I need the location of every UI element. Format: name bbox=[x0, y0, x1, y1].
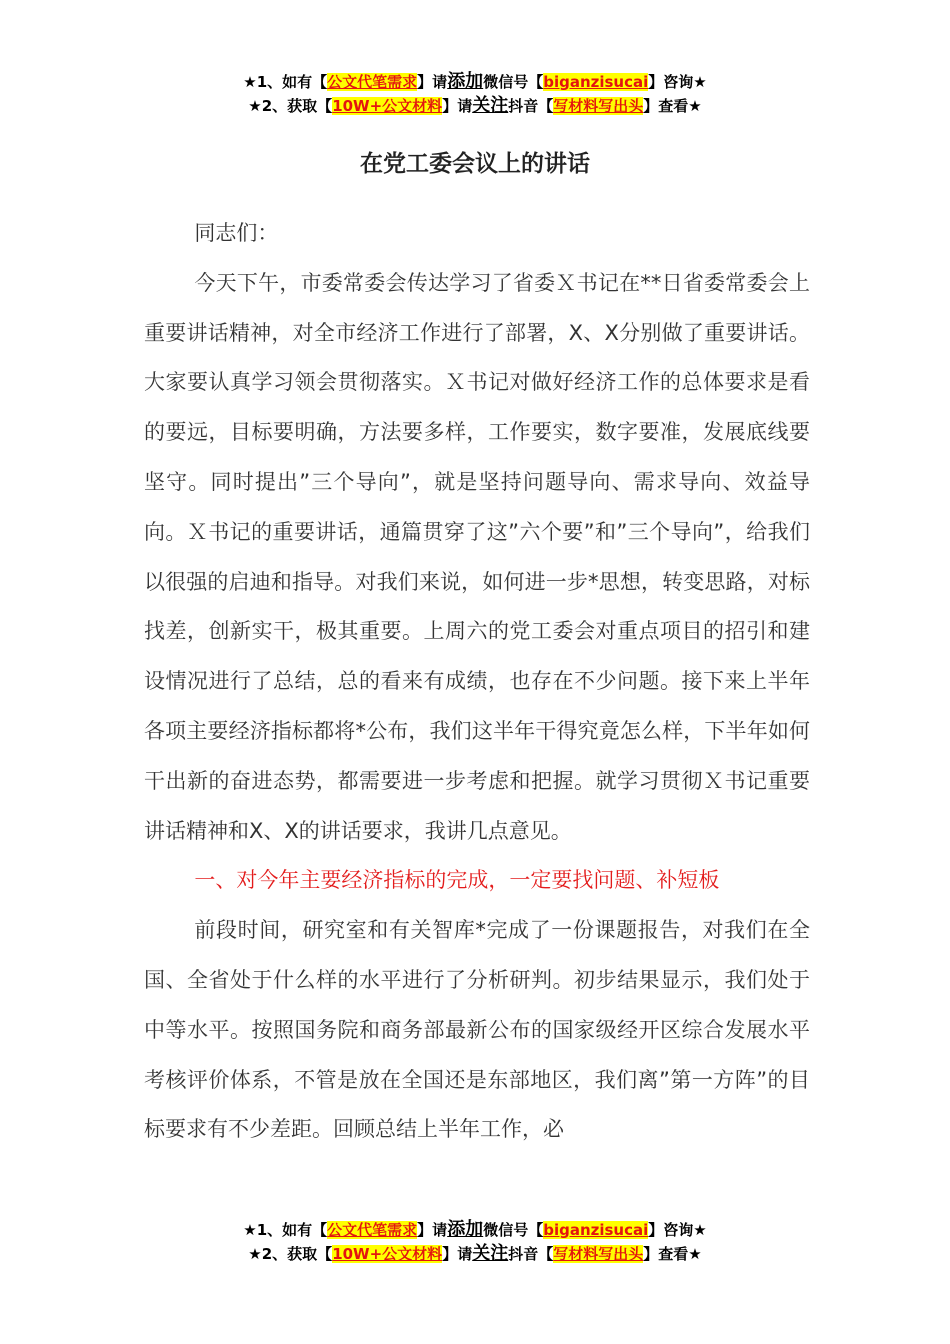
promo-banner-bottom bbox=[0, 1218, 950, 1266]
promo-text: ★1、如有【 bbox=[243, 1221, 328, 1239]
promo-line-2 bbox=[0, 1242, 950, 1266]
promo-highlight: 写材料写出头 bbox=[553, 1245, 644, 1263]
promo-text: 】请 bbox=[442, 1245, 473, 1263]
promo-text: 】咨询★ bbox=[648, 1221, 707, 1239]
promo-emphasis: 关注 bbox=[472, 95, 509, 116]
document-title: 在党工委会议上的讲话 bbox=[360, 151, 590, 177]
promo-text: ★2、获取【 bbox=[248, 97, 333, 115]
promo-text: 】请 bbox=[417, 73, 448, 91]
promo-highlight: 写材料写出头 bbox=[553, 97, 644, 115]
promo-line-1 bbox=[0, 70, 950, 94]
promo-text: 抖音【 bbox=[508, 1245, 554, 1263]
promo-text: 】咨询★ bbox=[648, 73, 707, 91]
promo-emphasis: 添加 bbox=[447, 71, 484, 92]
paragraph: 今天下午，市委常委会传达学习了省委Ｘ书记在**日省委常委会上重要讲话精神，对全市经济工作进行了部署，X、X分别做了重要讲话。大家要认真学习领会贯彻落实。Ｘ书记对做好经济工作的总体要求是看的要远，目标要明确，方法要多样，工作要实，数字要准，发展底线要坚守。同时提出”三个导向”，就是坚持问题导向、需求导向、效益导向。Ｘ书记的重要讲话，通篇贯穿了这”六个要”和”三个导向”，给我们以很强的启迪和指导。对我们来说，如何进一步*思想，转变思路，对标找差，创新实干，极其重要。上周六的党工委会对重点项目的招引和建设情况进行了总结，总的看来有成绩，也存在不少问题。接下来上半年各项主要经济指标都将*公布，我们这半年干得究竟怎么样，下半年如何干出新的奋进态势，都需要进一步考虑和把握。就学习贯彻Ｘ书记重要讲话精神和X、X的讲话要求，我讲几点意见。 bbox=[144, 270, 810, 843]
promo-text: 抖音【 bbox=[508, 97, 554, 115]
paragraph: 前段时间，研究室和有关智库*完成了一份课题报告，对我们在全国、全省处于什么样的水平进行了分析研判。初步结果显示，我们处于中等水平。按照国务院和商务部最新公布的国家级经开区综合发展水平考核评价体系，不管是放在全国还是东部地区，我们离”第一方阵”的目标要求有不少差距。回顾总结上半年工作，必 bbox=[144, 918, 810, 1142]
promo-highlight: 10W+公文材料 bbox=[332, 97, 443, 115]
promo-text: 】查看★ bbox=[643, 1245, 702, 1263]
promo-text: ★1、如有【 bbox=[243, 73, 328, 91]
promo-text: 微信号【 bbox=[483, 1221, 544, 1239]
promo-text: 】请 bbox=[442, 97, 473, 115]
salutation: 同志们： bbox=[194, 221, 279, 245]
promo-highlight: biganzisucai bbox=[543, 73, 649, 91]
promo-text: 微信号【 bbox=[483, 73, 544, 91]
section-heading: 一、对今年主要经济指标的完成，一定要找问题、补短板 bbox=[194, 868, 720, 893]
promo-emphasis: 添加 bbox=[447, 1219, 484, 1240]
promo-banner-top bbox=[0, 70, 950, 118]
promo-line-2 bbox=[0, 94, 950, 118]
promo-highlight: biganzisucai bbox=[543, 1221, 649, 1239]
promo-text: ★2、获取【 bbox=[248, 1245, 333, 1263]
promo-highlight: 公文代笔需求 bbox=[327, 1221, 418, 1239]
promo-highlight: 10W+公文材料 bbox=[332, 1245, 443, 1263]
promo-highlight: 公文代笔需求 bbox=[327, 73, 418, 91]
document-body bbox=[144, 209, 810, 1155]
promo-text: 】查看★ bbox=[643, 97, 702, 115]
promo-text: 】请 bbox=[417, 1221, 448, 1239]
promo-emphasis: 关注 bbox=[472, 1243, 509, 1264]
promo-line-1 bbox=[0, 1218, 950, 1242]
